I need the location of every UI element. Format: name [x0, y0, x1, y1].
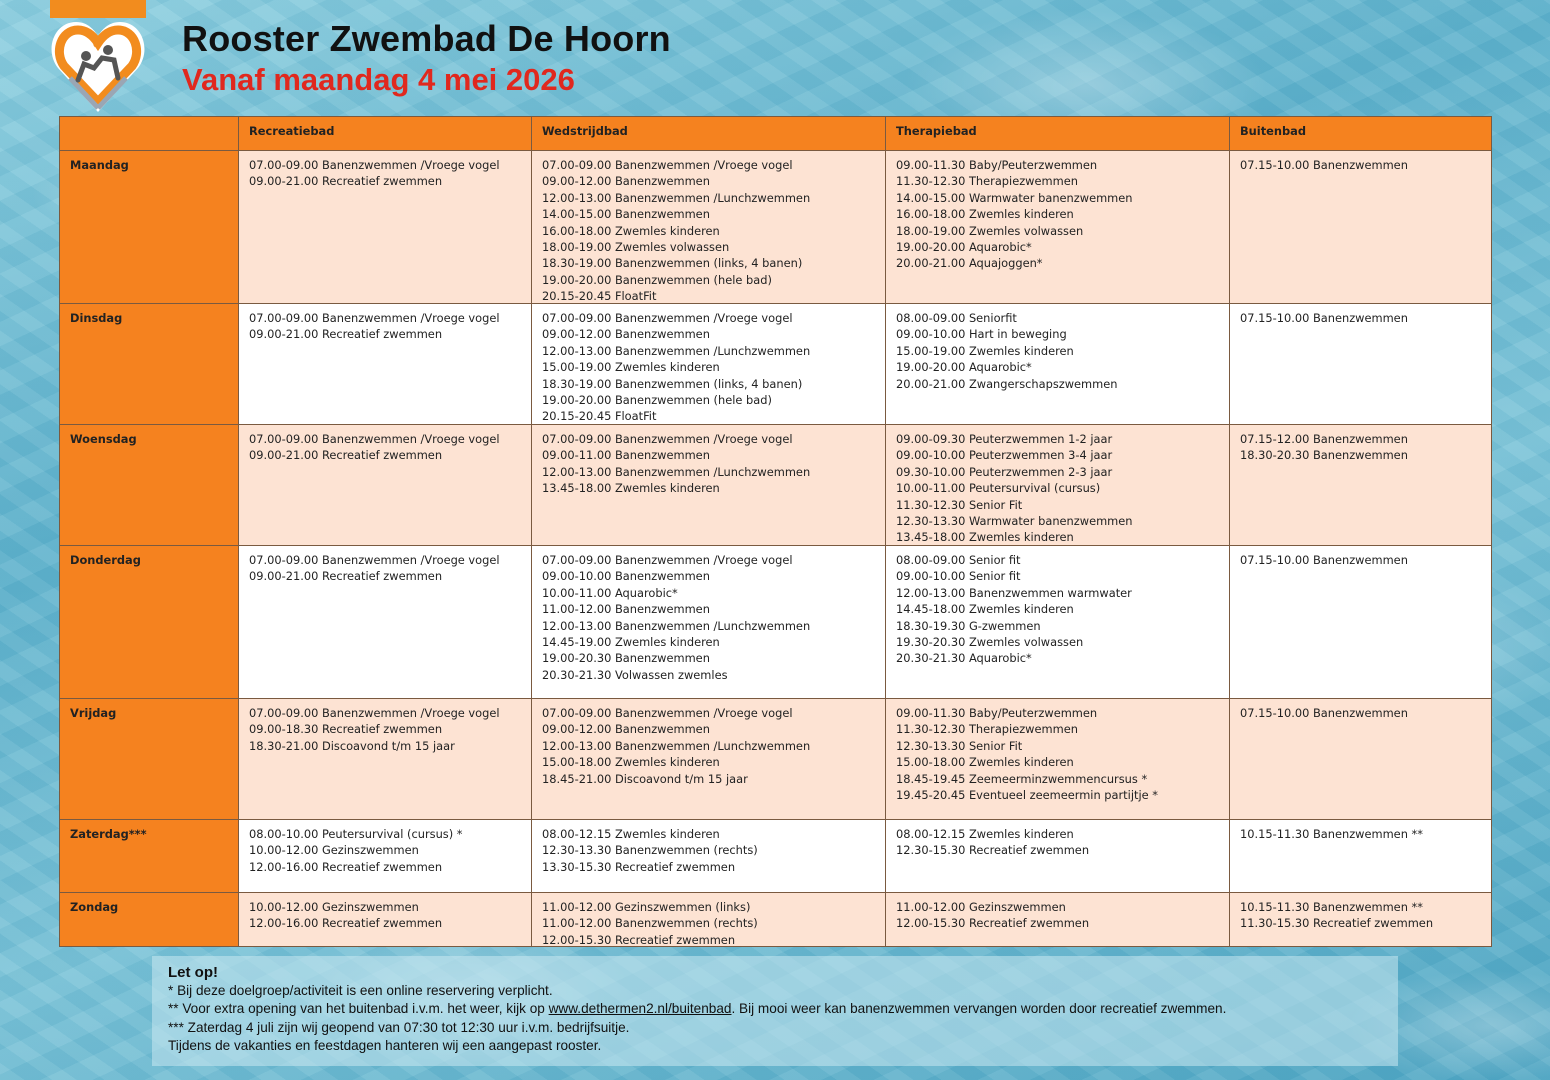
column-header-therapiebad: Therapiebad — [886, 117, 1230, 151]
schedule-entry: 11.30-12.30 Therapiezwemmen — [896, 722, 1078, 737]
schedule-entry: 12.30-13.30 Senior Fit — [896, 738, 1023, 753]
schedule-entry: 10.00-12.00 Gezinszwemmen — [249, 900, 419, 914]
schedule-entry: 07.15-10.00 Banenzwemmen — [1240, 158, 1408, 172]
schedule-entry: 09.00-21.00 Recreatief zwemmen — [249, 569, 443, 584]
schedule-entry: 19.00-20.00 Aquarobic* — [896, 240, 1032, 255]
schedule-entry: 07.00-09.00 Banenzwemmen /Vroege vogel — [542, 706, 793, 720]
schedule-entry: 07.15-10.00 Banenzwemmen — [1240, 553, 1408, 567]
schedule-entry: 18.45-19.45 Zeemeerminzwemmencursus * — [896, 771, 1148, 786]
schedule-entry: 18.30-20.30 Banenzwemmen — [1240, 448, 1408, 463]
day-cell: Woensdag — [60, 425, 239, 546]
schedule-entry: 16.00-18.00 Zwemles kinderen — [896, 207, 1074, 222]
day-cell: Donderdag — [60, 546, 239, 699]
schedule-entry: 11.00-12.00 Gezinszwemmen (links) — [542, 900, 751, 914]
schedule-entry: 09.00-21.00 Recreatief zwemmen — [249, 327, 443, 342]
schedule-cell-recreatiebad — [239, 699, 532, 820]
note-line-saturday: *** Zaterdag 4 juli zijn wij geopend van 07:30 tot 12:30 uur i.v.m. bedrijfsuitje. — [168, 1019, 630, 1035]
schedule-entry: 11.00-12.00 Banenzwemmen (rechts) — [542, 916, 758, 931]
column-header-recreatiebad: Recreatiebad — [239, 117, 532, 151]
note-line-buitenbad — [168, 1000, 1382, 1018]
schedule-cell-therapiebad — [886, 425, 1230, 546]
schedule-entry: 07.00-09.00 Banenzwemmen /Vroege vogel — [542, 553, 793, 567]
schedule-entry: 18.30-19.00 Banenzwemmen (links, 4 banen) — [542, 376, 803, 391]
schedule-entry: 09.00-10.00 Senior fit — [896, 569, 1021, 584]
schedule-entry: 18.45-21.00 Discoavond t/m 15 jaar — [542, 771, 748, 786]
column-header-wedstrijdbad: Wedstrijdbad — [532, 117, 886, 151]
schedule-entry: 07.00-09.00 Banenzwemmen /Vroege vogel — [249, 158, 500, 172]
schedule-entry: 12.00-15.30 Recreatief zwemmen — [542, 932, 736, 946]
schedule-entry: 12.00-13.00 Banenzwemmen /Lunchzwemmen — [542, 618, 811, 633]
schedule-entry: 08.00-10.00 Peutersurvival (cursus) * — [249, 827, 463, 841]
schedule-entry: 11.30-12.30 Therapiezwemmen — [896, 174, 1078, 189]
schedule-cell-therapiebad — [886, 546, 1230, 699]
schedule-entry: 14.45-19.00 Zwemles kinderen — [542, 635, 720, 650]
schedule-entry: 12.00-13.00 Banenzwemmen /Lunchzwemmen — [542, 464, 811, 479]
schedule-entry: 15.00-19.00 Zwemles kinderen — [542, 360, 720, 375]
note-heading: Let op! — [168, 964, 218, 981]
schedule-cell-buitenbad — [1230, 893, 1492, 947]
schedule-entry: 09.00-12.00 Banenzwemmen — [542, 327, 710, 342]
day-cell: Zondag — [60, 893, 239, 947]
schedule-entry: 07.00-09.00 Banenzwemmen /Vroege vogel — [542, 432, 793, 446]
page-title: Rooster Zwembad De Hoorn — [182, 18, 671, 59]
schedule-entry: 14.00-15.00 Warmwater banenzwemmen — [896, 190, 1133, 205]
schedule-entry: 19.00-20.00 Aquarobic* — [896, 360, 1032, 375]
schedule-entry: 19.45-20.45 Eventueel zeemeermin partijtje * — [896, 788, 1158, 803]
schedule-cell-therapiebad — [886, 820, 1230, 893]
schedule-entry: 11.30-12.30 Senior Fit — [896, 497, 1023, 512]
schedule-entry: 18.30-19.30 G-zwemmen — [896, 618, 1041, 633]
table-row — [60, 820, 1492, 893]
schedule-cell-recreatiebad — [239, 425, 532, 546]
schedule-entry: 10.15-11.30 Banenzwemmen ** — [1240, 900, 1423, 914]
schedule-entry: 07.00-09.00 Banenzwemmen /Vroege vogel — [542, 158, 793, 172]
schedule-entry: 18.00-19.00 Zwemles volwassen — [542, 240, 730, 255]
schedule-entry: 14.00-15.00 Banenzwemmen — [542, 207, 710, 222]
day-cell: Dinsdag — [60, 304, 239, 425]
schedule-entry: 19.00-20.30 Banenzwemmen — [542, 651, 710, 666]
schedule-cell-therapiebad — [886, 893, 1230, 947]
table-row — [60, 304, 1492, 425]
logo — [50, 0, 146, 116]
schedule-entry: 15.00-18.00 Zwemles kinderen — [542, 755, 720, 770]
schedule-cell-buitenbad — [1230, 820, 1492, 893]
schedule-cell-buitenbad — [1230, 425, 1492, 546]
schedule-cell-buitenbad — [1230, 546, 1492, 699]
schedule-cell-wedstrijdbad — [532, 546, 886, 699]
schedule-entry: 15.00-19.00 Zwemles kinderen — [896, 343, 1074, 358]
schedule-entry: 07.00-09.00 Banenzwemmen /Vroege vogel — [542, 311, 793, 325]
schedule-entry: 12.30-13.30 Banenzwemmen (rechts) — [542, 843, 758, 858]
schedule-entry: 12.00-16.00 Recreatief zwemmen — [249, 916, 443, 931]
schedule-entry: 09.00-12.00 Banenzwemmen — [542, 722, 710, 737]
schedule-entry: 12.00-15.30 Recreatief zwemmen — [896, 916, 1090, 931]
schedule-entry: 09.00-21.00 Recreatief zwemmen — [249, 448, 443, 463]
schedule-cell-recreatiebad — [239, 151, 532, 304]
schedule-entry: 20.15-20.45 FloatFit — [542, 289, 657, 303]
schedule-cell-wedstrijdbad — [532, 820, 886, 893]
schedule-table — [59, 116, 1492, 947]
schedule-entry: 09.00-10.00 Peuterzwemmen 3-4 jaar — [896, 448, 1113, 463]
day-cell: Vrijdag — [60, 699, 239, 820]
schedule-entry: 16.00-18.00 Zwemles kinderen — [542, 223, 720, 238]
schedule-entry: 12.30-13.30 Warmwater banenzwemmen — [896, 514, 1133, 529]
schedule-entry: 08.00-12.15 Zwemles kinderen — [542, 827, 720, 841]
day-cell: Zaterdag*** — [60, 820, 239, 893]
schedule-entry: 12.00-13.00 Banenzwemmen /Lunchzwemmen — [542, 190, 811, 205]
schedule-cell-recreatiebad — [239, 820, 532, 893]
table-row — [60, 699, 1492, 820]
schedule-entry: 10.00-12.00 Gezinszwemmen — [249, 843, 419, 858]
schedule-entry: 07.15-10.00 Banenzwemmen — [1240, 311, 1408, 325]
schedule-entry: 13.30-15.30 Recreatief zwemmen — [542, 859, 736, 874]
schedule-cell-recreatiebad — [239, 546, 532, 699]
schedule-entry: 19.30-20.30 Zwemles volwassen — [896, 635, 1084, 650]
schedule-cell-recreatiebad — [239, 893, 532, 947]
schedule-entry: 10.15-11.30 Banenzwemmen ** — [1240, 827, 1423, 841]
schedule-cell-therapiebad — [886, 151, 1230, 304]
schedule-entry: 08.00-09.00 Seniorfit — [896, 311, 1017, 325]
schedule-cell-buitenbad — [1230, 151, 1492, 304]
schedule-entry: 18.00-19.00 Zwemles volwassen — [896, 223, 1084, 238]
header-row — [60, 117, 1492, 151]
schedule-entry: 12.30-15.30 Recreatief zwemmen — [896, 843, 1090, 858]
table-row — [60, 893, 1492, 947]
schedule-entry: 09.00-11.00 Banenzwemmen — [542, 448, 710, 463]
schedule-entry: 20.30-21.30 Volwassen zwemles — [542, 667, 728, 682]
column-header-buitenbad: Buitenbad — [1230, 117, 1492, 151]
schedule-cell-therapiebad — [886, 699, 1230, 820]
schedule-entry: 09.00-12.00 Banenzwemmen — [542, 174, 710, 189]
schedule-cell-wedstrijdbad — [532, 425, 886, 546]
schedule-entry: 11.00-12.00 Banenzwemmen — [542, 602, 710, 617]
schedule-entry: 10.00-11.00 Aquarobic* — [542, 585, 678, 600]
schedule-entry: 09.00-21.00 Recreatief zwemmen — [249, 174, 443, 189]
note-box — [152, 956, 1398, 1066]
schedule-entry: 07.00-09.00 Banenzwemmen /Vroege vogel — [249, 432, 500, 446]
schedule-entry: 19.00-20.00 Banenzwemmen (hele bad) — [542, 393, 772, 408]
schedule-entry: 13.45-18.00 Zwemles kinderen — [896, 530, 1074, 545]
schedule-cell-wedstrijdbad — [532, 893, 886, 947]
schedule-entry: 09.00-10.00 Banenzwemmen — [542, 569, 710, 584]
table-row — [60, 425, 1492, 546]
schedule-entry: 07.00-09.00 Banenzwemmen /Vroege vogel — [249, 553, 500, 567]
schedule-entry: 07.15-10.00 Banenzwemmen — [1240, 706, 1408, 720]
schedule-entry: 07.00-09.00 Banenzwemmen /Vroege vogel — [249, 311, 500, 325]
schedule-entry: 12.00-13.00 Banenzwemmen warmwater — [896, 585, 1132, 600]
schedule-cell-recreatiebad — [239, 304, 532, 425]
page-subtitle: Vanaf maandag 4 mei 2026 — [182, 62, 575, 97]
schedule-cell-wedstrijdbad — [532, 151, 886, 304]
note-line-reservation: * Bij deze doelgroep/activiteit is een online reservering verplicht. — [168, 983, 553, 999]
schedule-entry: 19.00-20.00 Banenzwemmen (hele bad) — [542, 272, 772, 287]
schedule-entry: 08.00-09.00 Senior fit — [896, 553, 1021, 567]
heart-swimmer-logo-icon — [50, 8, 146, 116]
table-row — [60, 546, 1492, 699]
schedule-entry: 18.30-19.00 Banenzwemmen (links, 4 banen) — [542, 256, 803, 271]
schedule-entry: 11.00-12.00 Gezinszwemmen — [896, 900, 1066, 914]
table-row — [60, 151, 1492, 304]
schedule-entry: 12.00-16.00 Recreatief zwemmen — [249, 859, 443, 874]
schedule-entry: 20.30-21.30 Aquarobic* — [896, 651, 1032, 666]
schedule-entry: 10.00-11.00 Peutersurvival (cursus) — [896, 481, 1101, 496]
buitenbad-link[interactable]: www.dethermen2.nl/buitenbad — [548, 1001, 732, 1017]
day-cell: Maandag — [60, 151, 239, 304]
schedule-entry: 12.00-13.00 Banenzwemmen /Lunchzwemmen — [542, 343, 811, 358]
note-line-holidays: Tijdens de vakanties en feestdagen hanteren wij een aangepast rooster. — [168, 1037, 602, 1053]
schedule-entry: 07.15-12.00 Banenzwemmen — [1240, 432, 1408, 446]
schedule-cell-buitenbad — [1230, 699, 1492, 820]
schedule-entry: 12.00-13.00 Banenzwemmen /Lunchzwemmen — [542, 738, 811, 753]
schedule-cell-therapiebad — [886, 304, 1230, 425]
schedule-entry: 20.00-21.00 Zwangerschapszwemmen — [896, 376, 1118, 391]
schedule-entry: 07.00-09.00 Banenzwemmen /Vroege vogel — [249, 706, 500, 720]
note-line-buitenbad-pre: ** Voor extra opening van het buitenbad i.v.m. het weer, kijk op — [168, 1001, 549, 1017]
schedule-cell-wedstrijdbad — [532, 304, 886, 425]
schedule-entry: 09.00-11.30 Baby/Peuterzwemmen — [896, 158, 1098, 172]
schedule-entry: 09.00-11.30 Baby/Peuterzwemmen — [896, 706, 1098, 720]
schedule-entry: 11.30-15.30 Recreatief zwemmen — [1240, 916, 1434, 931]
note-line-buitenbad-post: . Bij mooi weer kan banenzwemmen vervangen worden door recreatief zwemmen. — [731, 1001, 1227, 1017]
schedule-entry: 09.00-09.30 Peuterzwemmen 1-2 jaar — [896, 432, 1113, 446]
schedule-cell-wedstrijdbad — [532, 699, 886, 820]
schedule-entry: 09.00-18.30 Recreatief zwemmen — [249, 722, 443, 737]
column-header-day — [60, 117, 239, 151]
schedule-entry: 20.15-20.45 FloatFit — [542, 409, 657, 424]
schedule-entry: 09.30-10.00 Peuterzwemmen 2-3 jaar — [896, 464, 1113, 479]
schedule-entry: 13.45-18.00 Zwemles kinderen — [542, 481, 720, 496]
schedule-entry: 14.45-18.00 Zwemles kinderen — [896, 602, 1074, 617]
schedule-cell-buitenbad — [1230, 304, 1492, 425]
schedule-entry: 09.00-10.00 Hart in beweging — [896, 327, 1067, 342]
schedule-entry: 20.00-21.00 Aquajoggen* — [896, 256, 1043, 271]
schedule-entry: 08.00-12.15 Zwemles kinderen — [896, 827, 1074, 841]
schedule-entry: 15.00-18.00 Zwemles kinderen — [896, 755, 1074, 770]
schedule-entry: 18.30-21.00 Discoavond t/m 15 jaar — [249, 738, 455, 753]
